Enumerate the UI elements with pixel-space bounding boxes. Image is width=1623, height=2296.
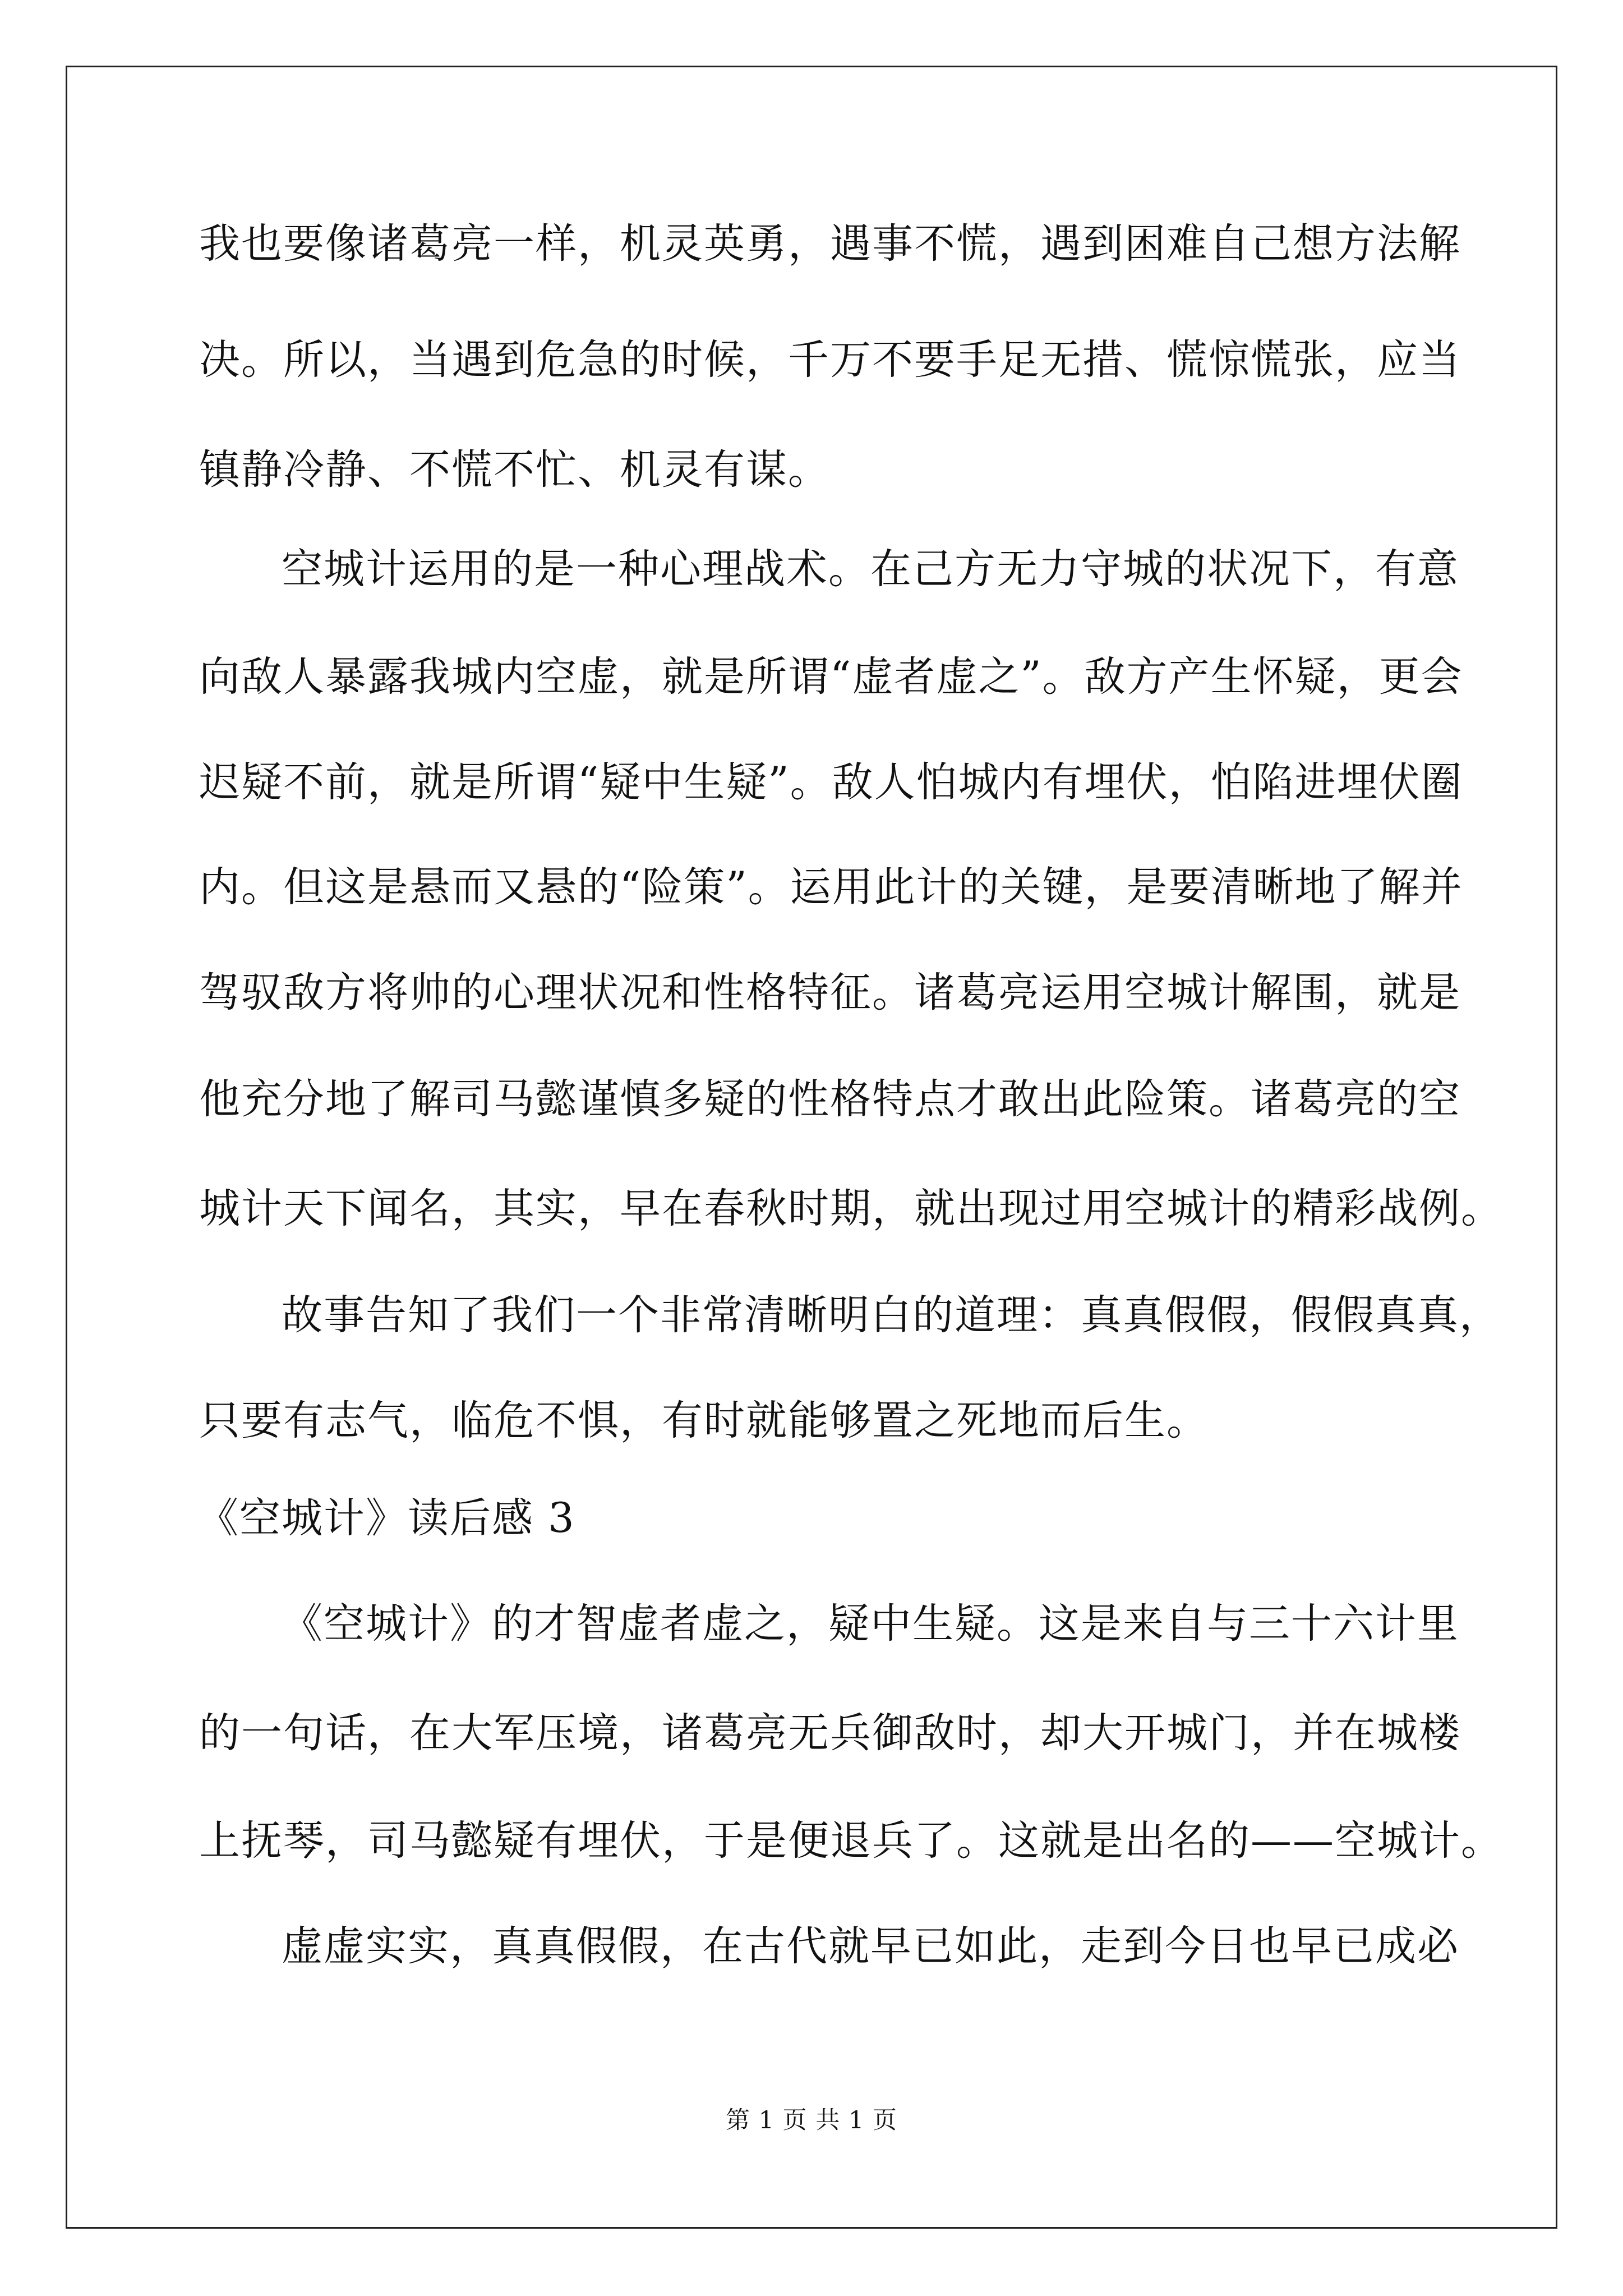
body-text-line: 向敌人暴露我城内空虚，就是所谓“虚者虚之”。敌方产生怀疑，更会 [199, 653, 1463, 701]
body-text-line: 上抚琴，司马懿疑有埋伏，于是便退兵了。这就是出名的——空城计。 [199, 1817, 1503, 1865]
section-heading: 《空城计》读后感 3 [197, 1494, 575, 1542]
body-text-line: 驾驭敌方将帅的心理状况和性格特征。诸葛亮运用空城计解围，就是 [199, 969, 1461, 1016]
body-text-line: 镇静冷静、不慌不忙、机灵有谋。 [199, 446, 830, 494]
body-text-line: 城计天下闻名，其实，早在春秋时期，就出现过用空城计的精彩战例。 [199, 1185, 1503, 1232]
page-number-footer: 第 1 页 共 1 页 [725, 2106, 898, 2134]
body-text-line: 我也要像诸葛亮一样，机灵英勇，遇事不慌，遇到困难自己想方法解 [199, 220, 1461, 268]
body-text-line: 《空城计》的才智虚者虚之，疑中生疑。这是来自与三十六计里 [282, 1600, 1459, 1648]
body-text-line: 虚虚实实，真真假假，在古代就早已如此，走到今日也早已成必 [282, 1922, 1459, 1970]
body-text-line: 的一句话，在大军压境，诸葛亮无兵御敌时，却大开城门，并在城楼 [199, 1709, 1461, 1757]
body-text-line: 空城计运用的是一种心理战术。在己方无力守城的状况下，有意 [282, 545, 1459, 593]
body-text-line: 迟疑不前，就是所谓“疑中生疑”。敌人怕城内有埋伏，怕陷进埋伏圈 [199, 758, 1463, 806]
body-text-line: 故事告知了我们一个非常清晰明白的道理：真真假假，假假真真， [282, 1291, 1501, 1339]
body-text-line: 内。但这是悬而又悬的“险策”。运用此计的关键，是要清晰地了解并 [199, 863, 1463, 911]
body-text-line: 他充分地了解司马懿谨慎多疑的性格特点才敢出此险策。诸葛亮的空 [199, 1075, 1461, 1123]
body-text-line: 决。所以，当遇到危急的时候，千万不要手足无措、慌惊慌张，应当 [199, 336, 1461, 384]
page-border [66, 66, 1557, 2229]
body-text-line: 只要有志气，临危不惧，有时就能够置之死地而后生。 [199, 1397, 1209, 1444]
